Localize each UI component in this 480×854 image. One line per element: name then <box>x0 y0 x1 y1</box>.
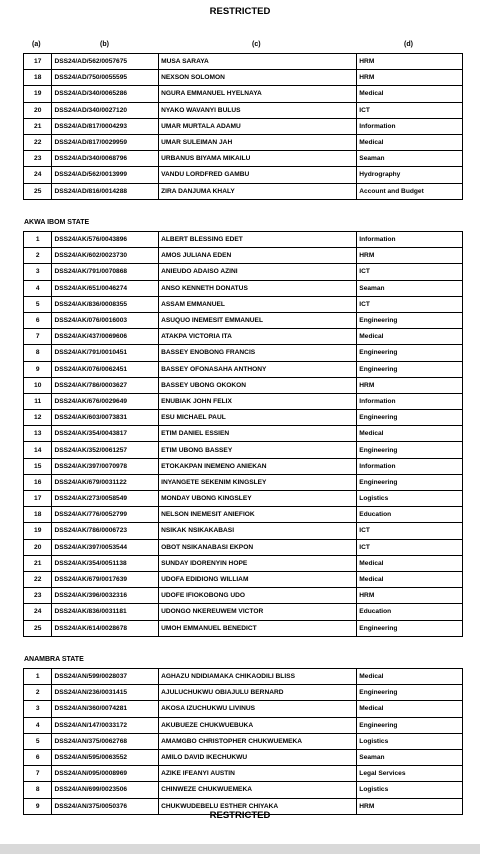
table-row <box>24 474 463 490</box>
table-row <box>24 685 463 701</box>
row-specialty: Engineering <box>357 685 463 701</box>
table-row <box>24 167 463 183</box>
table-row <box>24 54 463 70</box>
page-footer-restricted: RESTRICTED <box>209 810 271 821</box>
row-number: 3 <box>24 264 52 280</box>
row-full-name: NYAKO WAVANYI BULUS <box>159 102 357 118</box>
row-specialty: HRM <box>357 54 463 70</box>
row-service-number: DSS24/AK/397/0053544 <box>52 539 159 555</box>
row-full-name: UDONGO NKEREUWEM VICTOR <box>159 604 357 620</box>
row-full-name: ASSAM EMMANUEL <box>159 296 357 312</box>
row-specialty: Engineering <box>357 345 463 361</box>
table-row <box>24 345 463 361</box>
table-row <box>24 248 463 264</box>
row-specialty: ICT <box>357 102 463 118</box>
row-specialty: Legal Services <box>357 766 463 782</box>
row-specialty: Medical <box>357 701 463 717</box>
table-row <box>24 426 463 442</box>
table-row <box>24 312 463 328</box>
row-service-number: DSS24/AK/786/0006723 <box>52 523 159 539</box>
row-service-number: DSS24/AK/397/0070978 <box>52 458 159 474</box>
row-number: 19 <box>24 86 52 102</box>
row-specialty: Seaman <box>357 280 463 296</box>
row-number: 11 <box>24 393 52 409</box>
row-number: 13 <box>24 426 52 442</box>
row-full-name: NEXSON SOLOMON <box>159 70 357 86</box>
row-number: 20 <box>24 102 52 118</box>
row-full-name: BASSEY OFONASAHA ANTHONY <box>159 361 357 377</box>
row-full-name: URBANUS BIYAMA MIKAILU <box>159 151 357 167</box>
table-row <box>24 491 463 507</box>
table-row <box>24 232 463 248</box>
row-number: 3 <box>24 701 52 717</box>
row-service-number: DSS24/AN/595/0063552 <box>52 749 159 765</box>
row-specialty: Education <box>357 507 463 523</box>
row-full-name: ATAKPA VICTORIA ITA <box>159 329 357 345</box>
row-full-name: ANIEUDO ADAISO AZINI <box>159 264 357 280</box>
table-row <box>24 620 463 636</box>
row-number: 10 <box>24 377 52 393</box>
row-specialty: Engineering <box>357 474 463 490</box>
row-number: 4 <box>24 717 52 733</box>
section-title-akwa-ibom: AKWA IBOM STATE <box>24 219 90 226</box>
row-service-number: DSS24/AN/375/0062768 <box>52 733 159 749</box>
row-full-name: SUNDAY IDORENYIN HOPE <box>159 555 357 571</box>
row-number: 24 <box>24 604 52 620</box>
row-specialty: Engineering <box>357 361 463 377</box>
row-specialty: Logistics <box>357 733 463 749</box>
column-header-a: (a) <box>32 41 41 48</box>
row-full-name: ENUBIAK JOHN FELIX <box>159 393 357 409</box>
row-service-number: DSS24/AK/576/0043896 <box>52 232 159 248</box>
row-full-name: ESU MICHAEL PAUL <box>159 410 357 426</box>
row-service-number: DSS24/AD/816/0014288 <box>52 183 159 199</box>
row-specialty: Information <box>357 118 463 134</box>
row-number: 21 <box>24 555 52 571</box>
table-row <box>24 749 463 765</box>
row-number: 20 <box>24 539 52 555</box>
row-service-number: DSS24/AK/791/0010451 <box>52 345 159 361</box>
row-number: 7 <box>24 766 52 782</box>
table-row <box>24 701 463 717</box>
row-specialty: Seaman <box>357 151 463 167</box>
row-specialty: Seaman <box>357 749 463 765</box>
row-number: 5 <box>24 296 52 312</box>
row-service-number: DSS24/AK/679/0017639 <box>52 571 159 587</box>
row-number: 16 <box>24 474 52 490</box>
row-full-name: BASSEY ENOBONG FRANCIS <box>159 345 357 361</box>
row-full-name: ETIM UBONG BASSEY <box>159 442 357 458</box>
row-number: 17 <box>24 54 52 70</box>
column-header-c: (c) <box>252 41 261 48</box>
row-specialty: Information <box>357 393 463 409</box>
row-number: 6 <box>24 312 52 328</box>
row-number: 12 <box>24 410 52 426</box>
table-row <box>24 523 463 539</box>
row-full-name: AMOS JULIANA EDEN <box>159 248 357 264</box>
row-specialty: Engineering <box>357 717 463 733</box>
row-service-number: DSS24/AK/396/0032316 <box>52 588 159 604</box>
row-service-number: DSS24/AK/603/0073831 <box>52 410 159 426</box>
row-service-number: DSS24/AN/599/0028037 <box>52 669 159 685</box>
row-number: 22 <box>24 134 52 150</box>
row-number: 17 <box>24 491 52 507</box>
row-full-name: AGHAZU NDIDIAMAKA CHIKAODILI BLISS <box>159 669 357 685</box>
page-bottom-bar <box>0 844 480 854</box>
row-specialty: Engineering <box>357 410 463 426</box>
table-anambra <box>23 668 463 815</box>
row-service-number: DSS24/AK/836/0008355 <box>52 296 159 312</box>
row-full-name: AMILO DAVID IKECHUKWU <box>159 749 357 765</box>
row-service-number: DSS24/AK/352/0061257 <box>52 442 159 458</box>
row-service-number: DSS24/AD/562/0057675 <box>52 54 159 70</box>
row-number: 7 <box>24 329 52 345</box>
row-full-name: ANSO KENNETH DONATUS <box>159 280 357 296</box>
row-specialty: Logistics <box>357 491 463 507</box>
row-service-number: DSS24/AN/375/0050376 <box>52 798 159 814</box>
row-specialty: Medical <box>357 571 463 587</box>
row-specialty: Logistics <box>357 782 463 798</box>
row-number: 9 <box>24 798 52 814</box>
table-row <box>24 442 463 458</box>
row-specialty: Medical <box>357 134 463 150</box>
table-row <box>24 183 463 199</box>
row-number: 8 <box>24 782 52 798</box>
row-full-name: MUSA SARAYA <box>159 54 357 70</box>
row-full-name: AMAMGBO CHRISTOPHER CHUKWUEMEKA <box>159 733 357 749</box>
row-full-name: BASSEY UBONG OKOKON <box>159 377 357 393</box>
row-specialty: Engineering <box>357 312 463 328</box>
row-number: 21 <box>24 118 52 134</box>
row-full-name: AKUBUEZE CHUKWUEBUKA <box>159 717 357 733</box>
table-row <box>24 539 463 555</box>
row-number: 18 <box>24 70 52 86</box>
row-full-name: AZIKE IFEANYI AUSTIN <box>159 766 357 782</box>
row-full-name: AJULUCHUKWU OBIAJULU BERNARD <box>159 685 357 701</box>
row-specialty: Hydrography <box>357 167 463 183</box>
row-specialty: Medical <box>357 426 463 442</box>
row-service-number: DSS24/AD/340/0065286 <box>52 86 159 102</box>
row-service-number: DSS24/AD/562/0013999 <box>52 167 159 183</box>
row-number: 24 <box>24 167 52 183</box>
row-full-name: UDOFE IFIOKOBONG UDO <box>159 588 357 604</box>
table-row <box>24 102 463 118</box>
row-service-number: DSS24/AN/095/0008969 <box>52 766 159 782</box>
row-service-number: DSS24/AN/360/0074281 <box>52 701 159 717</box>
row-full-name: ETOKAKPAN INEMENO ANIEKAN <box>159 458 357 474</box>
table-row <box>24 280 463 296</box>
row-number: 15 <box>24 458 52 474</box>
row-full-name: VANDU LORDFRED GAMBU <box>159 167 357 183</box>
row-specialty: HRM <box>357 248 463 264</box>
table-continued <box>23 53 463 200</box>
row-service-number: DSS24/AK/651/0046274 <box>52 280 159 296</box>
row-service-number: DSS24/AK/076/0016003 <box>52 312 159 328</box>
table-row <box>24 782 463 798</box>
table-row <box>24 766 463 782</box>
row-specialty: ICT <box>357 523 463 539</box>
page-header-restricted: RESTRICTED <box>209 6 271 17</box>
row-number: 9 <box>24 361 52 377</box>
row-specialty: HRM <box>357 377 463 393</box>
row-full-name: ETIM DANIEL ESSIEN <box>159 426 357 442</box>
row-full-name: OBOT NSIKANABASI EKPON <box>159 539 357 555</box>
row-number: 23 <box>24 588 52 604</box>
row-service-number: DSS24/AK/354/0051138 <box>52 555 159 571</box>
row-specialty: Engineering <box>357 620 463 636</box>
row-service-number: DSS24/AK/602/0023730 <box>52 248 159 264</box>
row-full-name: MONDAY UBONG KINGSLEY <box>159 491 357 507</box>
row-number: 18 <box>24 507 52 523</box>
column-header-d: (d) <box>404 41 413 48</box>
row-specialty: HRM <box>357 70 463 86</box>
row-service-number: DSS24/AK/354/0043817 <box>52 426 159 442</box>
row-service-number: DSS24/AK/786/0003627 <box>52 377 159 393</box>
row-full-name: ALBERT BLESSING EDET <box>159 232 357 248</box>
row-full-name: NGURA EMMANUEL HYELNAYA <box>159 86 357 102</box>
row-specialty: Information <box>357 458 463 474</box>
section-title-anambra: ANAMBRA STATE <box>24 656 84 663</box>
row-full-name: UDOFA EDIDIONG WILLIAM <box>159 571 357 587</box>
row-service-number: DSS24/AK/791/0070868 <box>52 264 159 280</box>
row-service-number: DSS24/AK/437/0069606 <box>52 329 159 345</box>
table-row <box>24 296 463 312</box>
row-service-number: DSS24/AK/676/0029649 <box>52 393 159 409</box>
row-specialty: ICT <box>357 539 463 555</box>
row-full-name: ZIRA DANJUMA KHALY <box>159 183 357 199</box>
row-number: 22 <box>24 571 52 587</box>
row-number: 4 <box>24 280 52 296</box>
table-row <box>24 70 463 86</box>
table-row <box>24 264 463 280</box>
row-full-name: INYANGETE SEKENIM KINGSLEY <box>159 474 357 490</box>
row-specialty: Medical <box>357 86 463 102</box>
row-full-name: NELSON INEMESIT ANIEFIOK <box>159 507 357 523</box>
row-specialty: HRM <box>357 798 463 814</box>
row-service-number: DSS24/AK/076/0062451 <box>52 361 159 377</box>
row-specialty: Medical <box>357 555 463 571</box>
table-row <box>24 571 463 587</box>
table-row <box>24 118 463 134</box>
row-service-number: DSS24/AD/817/0004293 <box>52 118 159 134</box>
row-full-name: CHINWEZE CHUKWUEMEKA <box>159 782 357 798</box>
row-number: 25 <box>24 183 52 199</box>
table-row <box>24 507 463 523</box>
row-number: 14 <box>24 442 52 458</box>
row-service-number: DSS24/AK/836/0031181 <box>52 604 159 620</box>
column-header-b: (b) <box>100 41 109 48</box>
row-specialty: Medical <box>357 669 463 685</box>
row-specialty: Engineering <box>357 442 463 458</box>
row-service-number: DSS24/AN/147/0033172 <box>52 717 159 733</box>
row-number: 5 <box>24 733 52 749</box>
row-service-number: DSS24/AN/236/0031415 <box>52 685 159 701</box>
table-row <box>24 588 463 604</box>
table-row <box>24 361 463 377</box>
row-specialty: HRM <box>357 588 463 604</box>
row-service-number: DSS24/AD/817/0029959 <box>52 134 159 150</box>
row-service-number: DSS24/AD/340/0027120 <box>52 102 159 118</box>
row-specialty: ICT <box>357 264 463 280</box>
row-full-name: UMAR MURTALA ADAMU <box>159 118 357 134</box>
row-full-name: UMAR SULEIMAN JAH <box>159 134 357 150</box>
row-full-name: ASUQUO INEMESIT EMMANUEL <box>159 312 357 328</box>
row-number: 2 <box>24 248 52 264</box>
table-row <box>24 393 463 409</box>
row-full-name: UMOH EMMANUEL BENEDICT <box>159 620 357 636</box>
row-specialty: ICT <box>357 296 463 312</box>
table-akwa-ibom <box>23 231 463 637</box>
row-specialty: Account and Budget <box>357 183 463 199</box>
row-full-name: CHUKWUDEBELU ESTHER CHIYAKA <box>159 798 357 814</box>
table-row <box>24 377 463 393</box>
row-full-name: AKOSA IZUCHUKWU LIVINUS <box>159 701 357 717</box>
row-number: 19 <box>24 523 52 539</box>
row-number: 6 <box>24 749 52 765</box>
row-service-number: DSS24/AK/776/0052799 <box>52 507 159 523</box>
row-full-name: NSIKAK NSIKAKABASI <box>159 523 357 539</box>
table-row <box>24 151 463 167</box>
row-specialty: Information <box>357 232 463 248</box>
row-service-number: DSS24/AK/614/0028678 <box>52 620 159 636</box>
table-row <box>24 717 463 733</box>
row-number: 8 <box>24 345 52 361</box>
row-number: 2 <box>24 685 52 701</box>
table-row <box>24 134 463 150</box>
table-row <box>24 458 463 474</box>
row-service-number: DSS24/AK/273/0058549 <box>52 491 159 507</box>
table-row <box>24 604 463 620</box>
row-number: 1 <box>24 232 52 248</box>
table-row <box>24 86 463 102</box>
table-row <box>24 733 463 749</box>
row-specialty: Education <box>357 604 463 620</box>
table-row <box>24 329 463 345</box>
row-service-number: DSS24/AK/679/0031122 <box>52 474 159 490</box>
table-row <box>24 555 463 571</box>
row-service-number: DSS24/AD/340/0068796 <box>52 151 159 167</box>
row-number: 23 <box>24 151 52 167</box>
table-row <box>24 669 463 685</box>
row-service-number: DSS24/AD/750/0055595 <box>52 70 159 86</box>
row-service-number: DSS24/AN/699/0023506 <box>52 782 159 798</box>
row-number: 25 <box>24 620 52 636</box>
row-specialty: Medical <box>357 329 463 345</box>
table-row <box>24 410 463 426</box>
row-number: 1 <box>24 669 52 685</box>
